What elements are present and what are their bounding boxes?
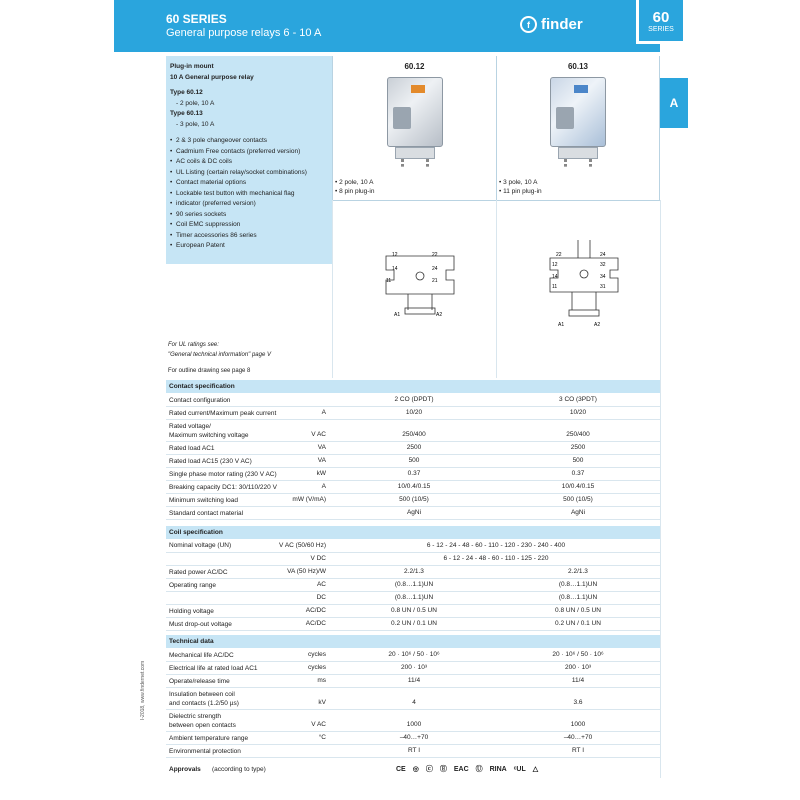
table-row: Nominal voltage (UN) V AC (50/60 Hz) 6 - 12 - 24 - 48 - 60 - 110 - 120 - 230 - 240 - 400	[166, 540, 660, 553]
feature-item: • Contact material options	[170, 178, 328, 189]
product-name: 60.12	[404, 62, 425, 71]
feature-item: • European Patent	[170, 241, 328, 252]
feature-item: • Lockable test button with mechanical flag	[170, 189, 328, 200]
terminal-label: 12	[392, 252, 398, 258]
side-footer: I-2018, www.findernet.com	[140, 660, 146, 720]
series-title: 60 SERIES	[166, 12, 227, 26]
section-tab[interactable]: A	[660, 78, 688, 128]
table-row: Single phase motor rating (230 V AC) kW 0.37 0.37	[166, 468, 660, 481]
terminal-label: 24	[600, 252, 606, 258]
feature-item: • UL Listing (certain relay/socket combinations)	[170, 168, 328, 179]
product-note: • 2 pole, 10 A • 8 pin plug-in	[335, 179, 375, 195]
table-row: Holding voltage AC/DC 0.8 UN / 0.5 UN 0.8 UN / 0.5 UN	[166, 605, 660, 618]
terminal-label: 34	[600, 274, 606, 280]
product-column-1	[332, 56, 496, 201]
cert-icon: Ⓤ	[475, 766, 483, 773]
terminal-label: A1	[558, 322, 565, 328]
table-row: Contact configuration 2 CO (DPDT) 3 CO (3PDT)	[166, 394, 660, 407]
terminal-label: 31	[600, 284, 606, 290]
type2-heading: Type 60.13	[170, 110, 203, 117]
product-note: • 3 pole, 10 A • 11 pin plug-in	[499, 179, 542, 195]
terminal-label: 22	[432, 252, 438, 258]
product-column-2	[496, 56, 660, 201]
relay-image	[387, 77, 443, 169]
ul-icon: ᶜUL	[513, 765, 526, 773]
terminal-label: 32	[600, 262, 606, 268]
table-row: Rated load AC15 (230 V AC) VA 500 500	[166, 455, 660, 468]
wiring-diagram-6013	[544, 236, 624, 328]
type1-heading: Type 60.12	[170, 89, 203, 96]
ul-note-line2: "General technical information" page V	[168, 352, 271, 358]
section-header-contact: Contact specification	[166, 380, 660, 393]
section-header-coil: Coil specification	[166, 526, 660, 539]
relay-image	[550, 77, 606, 169]
table-row: Minimum switching load mW (V/mA) 500 (10/5) 500 (10/5)	[166, 494, 660, 507]
series-number: 60	[652, 9, 670, 26]
product-name: 60.13	[567, 62, 589, 71]
terminal-label: 21	[432, 278, 438, 284]
table-row: Rated current/Maximum peak current A 10/20 10/20	[166, 407, 660, 420]
wiring-diagram-6012	[380, 246, 460, 322]
outline-note[interactable]: For outline drawing see page 8	[168, 368, 251, 374]
table-row: Standard contact material AgNi AgNi	[166, 507, 660, 520]
terminal-label: 22	[556, 252, 562, 258]
feature-item: • 2 & 3 pole changeover contacts	[170, 136, 328, 147]
feature-item: • 90 series sockets	[170, 210, 328, 221]
ul-note-line1: For UL ratings see:	[168, 342, 219, 348]
cert-icon: ⓒ	[425, 766, 433, 773]
approval-marks	[396, 764, 538, 774]
section-header-tech: Technical data	[166, 635, 660, 648]
type2-desc: - 3 pole, 10 A	[176, 120, 215, 128]
feature-title-1: Plug-in mount	[170, 63, 214, 70]
cert-icon: ◎	[412, 766, 419, 773]
terminal-label: 14	[552, 274, 558, 280]
table-row: Electrical life at rated load AC1 cycles 200 · 10³ 200 · 10³	[166, 662, 660, 675]
feature-panel	[166, 56, 332, 264]
feature-title-2: 10 A General purpose relay	[170, 73, 254, 81]
eac-icon: EAC	[453, 765, 469, 773]
table-row: V DC 6 - 12 - 24 - 48 - 60 - 110 - 125 - 220	[166, 553, 660, 566]
feature-list	[170, 136, 328, 252]
ce-icon: CE	[396, 765, 406, 773]
terminal-label: 12	[552, 262, 558, 268]
feature-item: • Cadmium Free contacts (preferred version)	[170, 147, 328, 158]
feature-item: • Coil EMC suppression	[170, 220, 328, 231]
table-row: Dielectric strength between open contacts V AC 1000 1000	[166, 710, 660, 732]
type1-desc: - 2 pole, 10 A	[176, 99, 215, 107]
table-row: Mechanical life AC/DC cycles 20 · 10⁶ / 50 · 10⁶ 20 · 10⁶ / 50 · 10⁶	[166, 649, 660, 662]
table-row: Operate/release time ms 11/4 11/4	[166, 675, 660, 688]
cert-icon: Ⓔ	[439, 766, 447, 773]
header-bar	[114, 0, 660, 52]
terminal-label: A1	[394, 312, 401, 318]
table-row: Rated voltage/ Maximum switching voltage V AC 250/400 250/400	[166, 420, 660, 442]
rina-icon: RINA	[489, 765, 507, 773]
finder-logo-text: finder	[541, 16, 583, 33]
divider	[660, 200, 661, 778]
terminal-label: 24	[432, 266, 438, 272]
table-row: Must drop-out voltage AC/DC 0.2 UN / 0.1 UN 0.2 UN / 0.1 UN	[166, 618, 660, 631]
feature-item: • AC coils & DC coils	[170, 157, 328, 168]
table-row: Rated load AC1 VA 2500 2500	[166, 442, 660, 455]
terminal-label: 11	[386, 278, 392, 284]
feature-item: • indicator (preferred version)	[170, 199, 328, 210]
table-row-approvals: Approvals (according to type)	[169, 766, 266, 773]
feature-item: • Timer accessories 86 series	[170, 231, 328, 242]
terminal-label: A2	[594, 322, 601, 328]
cert-icon: △	[532, 766, 539, 773]
table-row: Operating range AC (0.8…1.1)UN (0.8…1.1)UN	[166, 579, 660, 592]
finder-logo-icon: f	[520, 16, 537, 33]
table-row: Environmental protection RT I RT I	[166, 745, 660, 758]
series-subtitle: General purpose relays 6 - 10 A	[166, 27, 322, 39]
finder-logo	[520, 16, 583, 33]
table-row: Insulation between coil and contacts (1.2/50 µs) kV 4 3.6	[166, 688, 660, 710]
series-badge	[636, 0, 686, 44]
divider	[496, 200, 497, 378]
terminal-label: 14	[392, 266, 398, 272]
table-row: DC (0.8…1.1)UN (0.8…1.1)UN	[166, 592, 660, 605]
table-row: Ambient temperature range °C –40…+70 –40…+70	[166, 732, 660, 745]
terminal-label: A2	[436, 312, 443, 318]
table-row: Breaking capacity DC1: 30/110/220 V A 10/0.4/0.15 10/0.4/0.15	[166, 481, 660, 494]
table-row: Rated power AC/DC VA (50 Hz)/W 2.2/1.3 2.2/1.3	[166, 566, 660, 579]
terminal-label: 11	[552, 284, 558, 290]
series-label: SERIES	[648, 26, 674, 33]
divider	[332, 200, 333, 378]
